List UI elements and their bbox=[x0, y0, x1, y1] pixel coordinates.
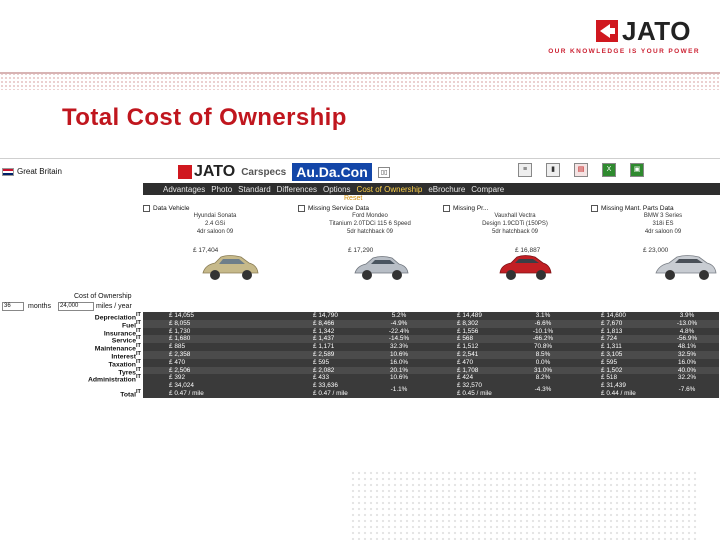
diff-cell: -14.5% bbox=[367, 335, 431, 343]
vehicle-column bbox=[591, 205, 720, 254]
vehicle-price: £ 17,290 bbox=[348, 247, 374, 254]
toolbar-icons bbox=[518, 163, 644, 177]
diff-cell: 16.0% bbox=[655, 359, 719, 367]
cost-cell: £ 7,670 bbox=[575, 320, 655, 328]
export-icon[interactable]: ▣ bbox=[630, 163, 644, 177]
nav-ebrochure[interactable]: eBrochure bbox=[428, 184, 466, 194]
cost-cell: £ 1,437 bbox=[287, 335, 367, 343]
vehicle-name: Ford Mondeo bbox=[352, 213, 388, 219]
cost-cell: £ 518 bbox=[575, 374, 655, 382]
cost-cell: £ 2,541 bbox=[431, 351, 511, 359]
cost-cell: £ 1,708 bbox=[431, 367, 511, 375]
total-diff-cell: -1.1% bbox=[367, 382, 431, 398]
table-row bbox=[143, 367, 720, 375]
cost-cell: £ 2,082 bbox=[287, 367, 367, 375]
diff-cell: 32.2% bbox=[655, 374, 719, 382]
cost-cell: £ 595 bbox=[287, 359, 367, 367]
cost-cell: £ 392 bbox=[143, 374, 223, 382]
table-row bbox=[143, 343, 720, 351]
total-cell bbox=[223, 382, 287, 398]
cost-cell: £ 1,502 bbox=[575, 367, 655, 375]
table-row bbox=[143, 320, 720, 328]
diff-cell: 3.9% bbox=[655, 312, 719, 320]
cost-cell: £ 470 bbox=[431, 359, 511, 367]
cost-cell: £ 470 bbox=[143, 359, 223, 367]
country-selector[interactable] bbox=[2, 167, 62, 176]
car-image bbox=[199, 249, 261, 285]
carspecs-logo: Carspecs bbox=[241, 166, 287, 178]
checkbox-icon[interactable] bbox=[143, 205, 150, 212]
cost-cell bbox=[223, 312, 287, 320]
page-title: Total Cost of Ownership bbox=[62, 104, 347, 131]
diff-cell: -13.0% bbox=[655, 320, 719, 328]
cost-cell: £ 2,358 bbox=[143, 351, 223, 359]
cost-label: Interest$^{IT}$ bbox=[111, 350, 141, 361]
cost-cell: £ 885 bbox=[143, 343, 223, 351]
vehicle-version: 318i ES bbox=[652, 221, 674, 227]
cost-cell: £ 724 bbox=[575, 335, 655, 343]
country-label: Great Britain bbox=[17, 167, 62, 176]
diff-cell: -4.9% bbox=[367, 320, 431, 328]
cost-label: Fuel$^{IT}$ bbox=[121, 319, 141, 330]
nav-compare[interactable]: Compare bbox=[471, 184, 505, 194]
miles-select[interactable]: 24,000 bbox=[58, 302, 94, 311]
nav-advantages[interactable]: Advantages bbox=[163, 184, 206, 194]
uk-flag-icon bbox=[2, 168, 14, 176]
diff-cell: 8.2% bbox=[511, 374, 575, 382]
document-icon[interactable]: ≡ bbox=[518, 163, 532, 177]
diff-cell: -66.2% bbox=[511, 335, 575, 343]
table-row bbox=[143, 312, 720, 320]
cost-label: Depreciation$^{IT}$ bbox=[94, 312, 141, 322]
cost-label: Taxation$^{IT}$ bbox=[108, 358, 141, 369]
jato-brand-logo bbox=[548, 16, 700, 60]
nav-standard[interactable]: Standard bbox=[238, 184, 271, 194]
vehicle-checkbox[interactable] bbox=[443, 205, 587, 212]
diff-cell: 31.0% bbox=[511, 367, 575, 375]
total-cell: £ 31,439 £ 0.44 / mile bbox=[575, 382, 655, 398]
cost-cell: £ 2,506 bbox=[143, 367, 223, 375]
vehicle-version: Design 1.9CDTi (150PS) bbox=[482, 221, 548, 227]
cost-label: Maintenance$^{IT}$ bbox=[94, 343, 141, 353]
diff-cell: 32.5% bbox=[655, 351, 719, 359]
diff-cell: -6.6% bbox=[511, 320, 575, 328]
cost-cell: £ 3,105 bbox=[575, 351, 655, 359]
vehicle-body: 4dr saloon 09 bbox=[644, 229, 682, 235]
audacon-logo: Au.Da.Con bbox=[292, 163, 372, 181]
months-label: months bbox=[28, 303, 51, 310]
cost-cell: £ 433 bbox=[287, 374, 367, 382]
brand-tagline: OUR KNOWLEDGE IS YOUR POWER bbox=[548, 48, 700, 55]
diff-cell: 5.2% bbox=[367, 312, 431, 320]
pdf-icon[interactable]: ▤ bbox=[574, 163, 588, 177]
cost-cell: £ 1,311 bbox=[575, 343, 655, 351]
vehicle-column bbox=[443, 205, 587, 254]
diff-cell: 4.8% bbox=[655, 328, 719, 336]
header-divider-band bbox=[0, 72, 720, 90]
decorative-dot-pattern bbox=[350, 470, 700, 540]
diff-cell: 0.0% bbox=[511, 359, 575, 367]
brand-name: JATO bbox=[622, 16, 691, 46]
cost-of-ownership-label: Cost of Ownership bbox=[74, 293, 132, 300]
total-diff-cell: -7.6% bbox=[655, 382, 719, 398]
cost-cell: £ 8,466 bbox=[287, 320, 367, 328]
cost-label: Tyres$^{IT}$ bbox=[118, 366, 141, 376]
tco-app-screenshot bbox=[0, 158, 720, 412]
checkbox-label: Missing Pr... bbox=[453, 205, 489, 212]
vehicle-column bbox=[298, 205, 442, 254]
vehicle-checkbox[interactable] bbox=[143, 205, 287, 212]
months-select[interactable]: 36 bbox=[2, 302, 24, 311]
vehicle-version: Titanium 2.0TDCi 115 6 Speed bbox=[329, 221, 411, 227]
vehicle-body: 5dr hatchback 09 bbox=[346, 229, 394, 235]
cost-cell: £ 14,600 bbox=[575, 312, 655, 320]
chart-icon[interactable]: ▮ bbox=[546, 163, 560, 177]
checkbox-label: Data Vehicle bbox=[153, 205, 190, 212]
app-logo-bar bbox=[178, 161, 390, 183]
cost-cell bbox=[223, 359, 287, 367]
main-nav bbox=[143, 183, 720, 195]
cost-cell: £ 14,489 bbox=[431, 312, 511, 320]
diff-cell: 70.8% bbox=[511, 343, 575, 351]
checkbox-icon[interactable] bbox=[443, 205, 450, 212]
cost-label: Administration$^{IT}$ bbox=[88, 374, 141, 384]
table-row bbox=[143, 335, 720, 343]
table-row bbox=[143, 351, 720, 359]
nav-cost-of-ownership[interactable]: Cost of Ownership bbox=[356, 184, 423, 194]
vehicle-body: 4dr saloon 09 bbox=[196, 229, 234, 235]
cost-cell bbox=[223, 374, 287, 382]
cost-cell bbox=[223, 335, 287, 343]
table-row bbox=[143, 328, 720, 336]
total-cell: £ 32,570 £ 0.45 / mile bbox=[431, 382, 511, 398]
vehicle-version: 2.4 GSi bbox=[204, 221, 225, 227]
cost-cell bbox=[223, 351, 287, 359]
checkbox-icon[interactable] bbox=[591, 205, 598, 212]
cost-cell: £ 8,055 bbox=[143, 320, 223, 328]
diff-cell: 20.1% bbox=[367, 367, 431, 375]
cost-cell: £ 595 bbox=[575, 359, 655, 367]
vehicle-name: Hyundai Sonata bbox=[193, 213, 237, 219]
car-image bbox=[352, 249, 410, 285]
checkbox-label: Missing Service Data bbox=[308, 205, 370, 212]
diff-cell: 10.6% bbox=[367, 351, 431, 359]
jato-logo-text: JATO bbox=[194, 163, 236, 180]
total-cell: £ 33,636 £ 0.47 / mile bbox=[287, 382, 367, 398]
cost-cell: £ 2,589 bbox=[287, 351, 367, 359]
vehicle-name: BMW 3 Series bbox=[643, 213, 683, 219]
diff-cell: -10.1% bbox=[511, 328, 575, 336]
diff-cell: 3.1% bbox=[511, 312, 575, 320]
vehicle-name: Vauxhall Vectra bbox=[494, 213, 536, 219]
header-divider-line bbox=[0, 72, 720, 74]
cost-cell bbox=[223, 328, 287, 336]
total-diff-cell: -4.3% bbox=[511, 382, 575, 398]
vehicle-price: £ 16,887 bbox=[515, 247, 541, 254]
cost-table bbox=[143, 312, 720, 398]
cost-cell bbox=[223, 320, 287, 328]
jato-square-icon bbox=[178, 165, 192, 179]
nav-photo[interactable]: Photo bbox=[211, 184, 233, 194]
cost-cell: £ 1,512 bbox=[431, 343, 511, 351]
nav-differences[interactable]: Differences bbox=[276, 184, 317, 194]
cost-cell: £ 1,730 bbox=[143, 328, 223, 336]
car-image bbox=[653, 249, 719, 285]
vehicle-price: £ 23,000 bbox=[643, 247, 669, 254]
vehicle-price: £ 17,404 bbox=[193, 247, 219, 254]
partner-logo: ▯▯ bbox=[378, 167, 391, 178]
miles-label: miles / year bbox=[96, 303, 132, 310]
cost-label: Service$^{IT}$ bbox=[111, 335, 141, 345]
cost-cell: £ 1,813 bbox=[575, 328, 655, 336]
total-label: Total$^{IT}$ bbox=[120, 389, 141, 399]
diff-cell: -56.9% bbox=[655, 335, 719, 343]
vehicle-column bbox=[143, 205, 287, 254]
cost-cell: £ 1,556 bbox=[431, 328, 511, 336]
cost-cell bbox=[223, 367, 287, 375]
cost-category-labels bbox=[0, 312, 143, 398]
cost-cell bbox=[223, 343, 287, 351]
nav-options[interactable]: Options bbox=[322, 184, 351, 194]
diff-cell: 16.0% bbox=[367, 359, 431, 367]
cost-label: Insurance$^{IT}$ bbox=[103, 327, 141, 337]
table-row bbox=[143, 359, 720, 367]
cost-cell: £ 14,055 bbox=[143, 312, 223, 320]
vehicle-checkbox[interactable] bbox=[591, 205, 720, 212]
cost-cell: £ 568 bbox=[431, 335, 511, 343]
diff-cell: 40.0% bbox=[655, 367, 719, 375]
excel-icon[interactable]: X bbox=[602, 163, 616, 177]
cost-cell: £ 8,302 bbox=[431, 320, 511, 328]
table-row bbox=[143, 374, 720, 382]
reset-link[interactable]: Reset bbox=[344, 195, 363, 202]
jato-logo bbox=[178, 163, 235, 181]
cost-cell: £ 424 bbox=[431, 374, 511, 382]
car-image bbox=[497, 249, 553, 285]
diff-cell: 10.6% bbox=[367, 374, 431, 382]
vehicle-body: 5dr hatchback 09 bbox=[491, 229, 539, 235]
diff-cell: 8.5% bbox=[511, 351, 575, 359]
diff-cell: 32.3% bbox=[367, 343, 431, 351]
jato-arrow-icon bbox=[596, 20, 618, 42]
diff-cell: -22.4% bbox=[367, 328, 431, 336]
checkbox-icon[interactable] bbox=[298, 205, 305, 212]
cost-cell: £ 1,171 bbox=[287, 343, 367, 351]
cost-cell: £ 1,342 bbox=[287, 328, 367, 336]
checkbox-label: Missing Mant. Parts Data bbox=[601, 205, 674, 212]
total-row bbox=[143, 382, 720, 398]
vehicle-checkbox[interactable] bbox=[298, 205, 442, 212]
cost-cell: £ 1,680 bbox=[143, 335, 223, 343]
cost-cell: £ 14,790 bbox=[287, 312, 367, 320]
diff-cell: 48.1% bbox=[655, 343, 719, 351]
total-cell: £ 34,024 £ 0.47 / mile bbox=[143, 382, 223, 398]
